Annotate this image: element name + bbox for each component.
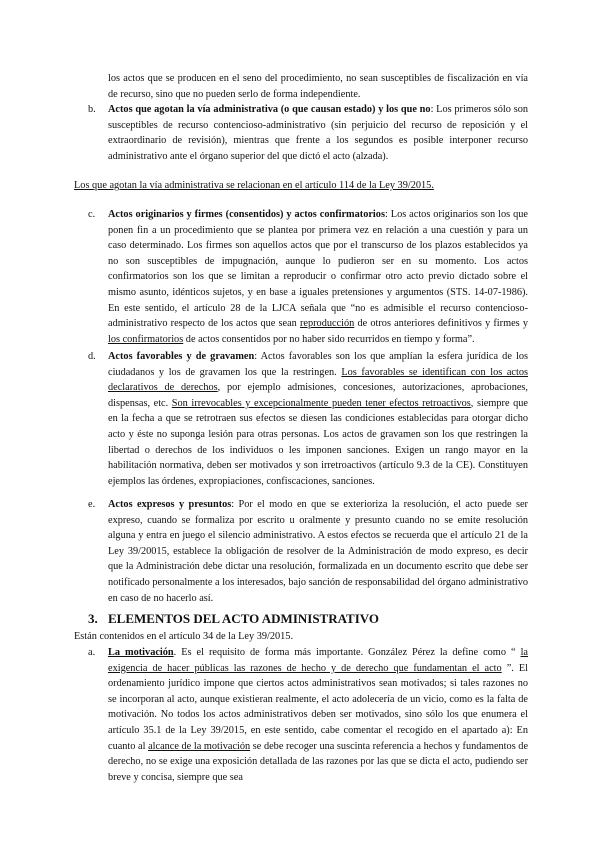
- list-marker: c.: [88, 209, 96, 220]
- item-body: . Es el requisito de forma más importante. González Pérez la define como “: [173, 647, 521, 658]
- item-body: : Los primeros sólo son susceptibles de recurso contencioso-administrativo (sin perjuicio del recurso de reposición y el extraordinario de revisión), mientras que frente a los segundos es posible interponer recurso administrativo ante el órgano superior del que dictó el acto (alzada).: [108, 104, 528, 162]
- underlined-title: La motivación: [108, 647, 174, 658]
- underlined-text: reproducción: [299, 318, 355, 330]
- list-item-a: [88, 645, 528, 785]
- underlined-text: Son irrevocables y excepcionalmente pueden tener efectos retroactivos: [171, 397, 471, 409]
- item-title: Actos favorables y de gravamen: [108, 351, 255, 362]
- item-body: , siempre que en la fecha a que se retrotraen sus efectos se diesen las condiciones establecidas para otorgar dicho acto y éste no suponga lesión para otras personas. Los actos de gravamen son los que restringen la libertad o derechos de los individuos o les imponen sanciones. Exigen un rango mayor en la habilitación normativa, deben ser motivados y son irretroactivos (artículo 9.3 de la CE). Constituyen ejemplos las órdenes, expropiaciones, confiscaciones, sanciones.: [108, 397, 528, 487]
- item-title: [108, 647, 174, 658]
- continuation-paragraph: los actos que se producen en el seno del procedimiento, no sean susceptibles de fiscalización en vía de recurso, sino que no pueden serlo de forma independiente.: [108, 73, 528, 100]
- underlined-text: Los favorables se identifican con los actos declarativos de derechos: [108, 366, 528, 394]
- list-marker: b.: [88, 104, 96, 115]
- list-item-text: [108, 102, 528, 164]
- item-body: se debe recoger una suscinta referencia a hechos y fundamentos de derecho, no se exige una exposición detallada de las razones por las que se dicta el acto, pudiendo ser breve y concisa, siempre que sea: [108, 740, 529, 783]
- item-body: de actos consentidos por no haber sido recurridos en tiempo y forma”.: [183, 333, 475, 345]
- list-item-b: [88, 102, 528, 164]
- list-marker: a.: [88, 647, 96, 658]
- section-intro: Están contenidos en el artículo 34 de la Ley 39/2015.: [74, 631, 294, 642]
- underlined-text: alcance de la motivación: [148, 740, 251, 752]
- underlined-text: la exigencia de hacer públicas las razones de hecho y de derecho que fundamentan el acto: [108, 647, 528, 674]
- section-number: 3.: [88, 611, 98, 626]
- item-title: Actos que agotan la vía administrativa (o que causan estado) y los que no: [108, 104, 431, 115]
- item-body: : Los actos originarios son los que ponen fin a un procedimiento que se plantea por primera vez en relación a una cuestión y para un caso determinado. Los firmes son aquellos actos que por el transcurso de los plazos establecidos ya no son susceptibles de impugnación, aunque lo pudieron ser en su momento. Los actos confirmatorios son los que se limitan a reproducir o confirmar otro acto previo dictado sobre el mismo asunto, idénticos sujetos, y en base a iguales pretensiones y argumentos (STS. 14-07-1986). En este sentido, el artículo 28 de la LJCA señala que “no es admisible el recurso contencioso-administrativo respecto de los actos que sean: [108, 209, 528, 330]
- item-title: Actos expresos y presuntos: [108, 499, 232, 510]
- list-item-d: [88, 349, 528, 489]
- section-heading: [88, 611, 379, 627]
- underlined-text: los confirmatorios: [108, 333, 184, 345]
- item-title: Actos originarios y firmes (consentidos) y actos confirmatorios: [108, 209, 385, 220]
- list-item-text: [108, 645, 528, 785]
- list-item-e: [88, 497, 528, 606]
- item-body: ”. El ordenamiento jurídico impone que ciertos actos administrativos sean motivados; si tales razones no se incorporan al acto, aunque existieran realmente, el acto adolecería de un vicio, como es la falta de motivación. No todos los actos administrativos deben ser motivados, sino sólo los que enumera el artículo 35.1 de la Ley 39/2015, en este sentido, cabe comentar el recogido en el apartado a): En cuanto al: [108, 662, 528, 752]
- list-item-text: [108, 207, 528, 347]
- list-marker: d.: [88, 351, 96, 362]
- list-item-text: [108, 497, 528, 606]
- item-body: : Por el modo en que se exterioriza la resolución, el acto puede ser expreso, cuando se formaliza por escrito u oralmente y presunto cuando no se emite resolución alguna y entra en juego el silencio administrativo. A estos efectos se recuerda que el artículo 21 de la Ley 39/20015, establece la obligación de resolver de la Administración de modo expreso, es decir que la Administración debe dictar una resolución, formalizada en un documento escrito que debe ser notificado personalmente a los interesados, bajo sanción de responsabilidad del órgano administrativo en caso de no hacerlo así.: [108, 499, 528, 604]
- list-item-text: [108, 349, 528, 489]
- list-marker: e.: [88, 499, 96, 510]
- item-body: : Actos favorables son los que amplían la esfera jurídica de los ciudadanos y los de gravamen los que la restringen.: [108, 351, 528, 378]
- item-body: , por ejemplo admisiones, concesiones, autorizaciones, aprobaciones, dispensas, etc.: [108, 382, 528, 409]
- section-title: ELEMENTOS DEL ACTO ADMINISTRATIVO: [108, 611, 380, 626]
- item-body: de otros anteriores definitivos y firmes y: [354, 318, 528, 330]
- note-line: Los que agotan la vía administrativa se relacionan en el artículo 114 de la Ley 39/2015.: [74, 180, 434, 191]
- list-item-c: [88, 207, 528, 347]
